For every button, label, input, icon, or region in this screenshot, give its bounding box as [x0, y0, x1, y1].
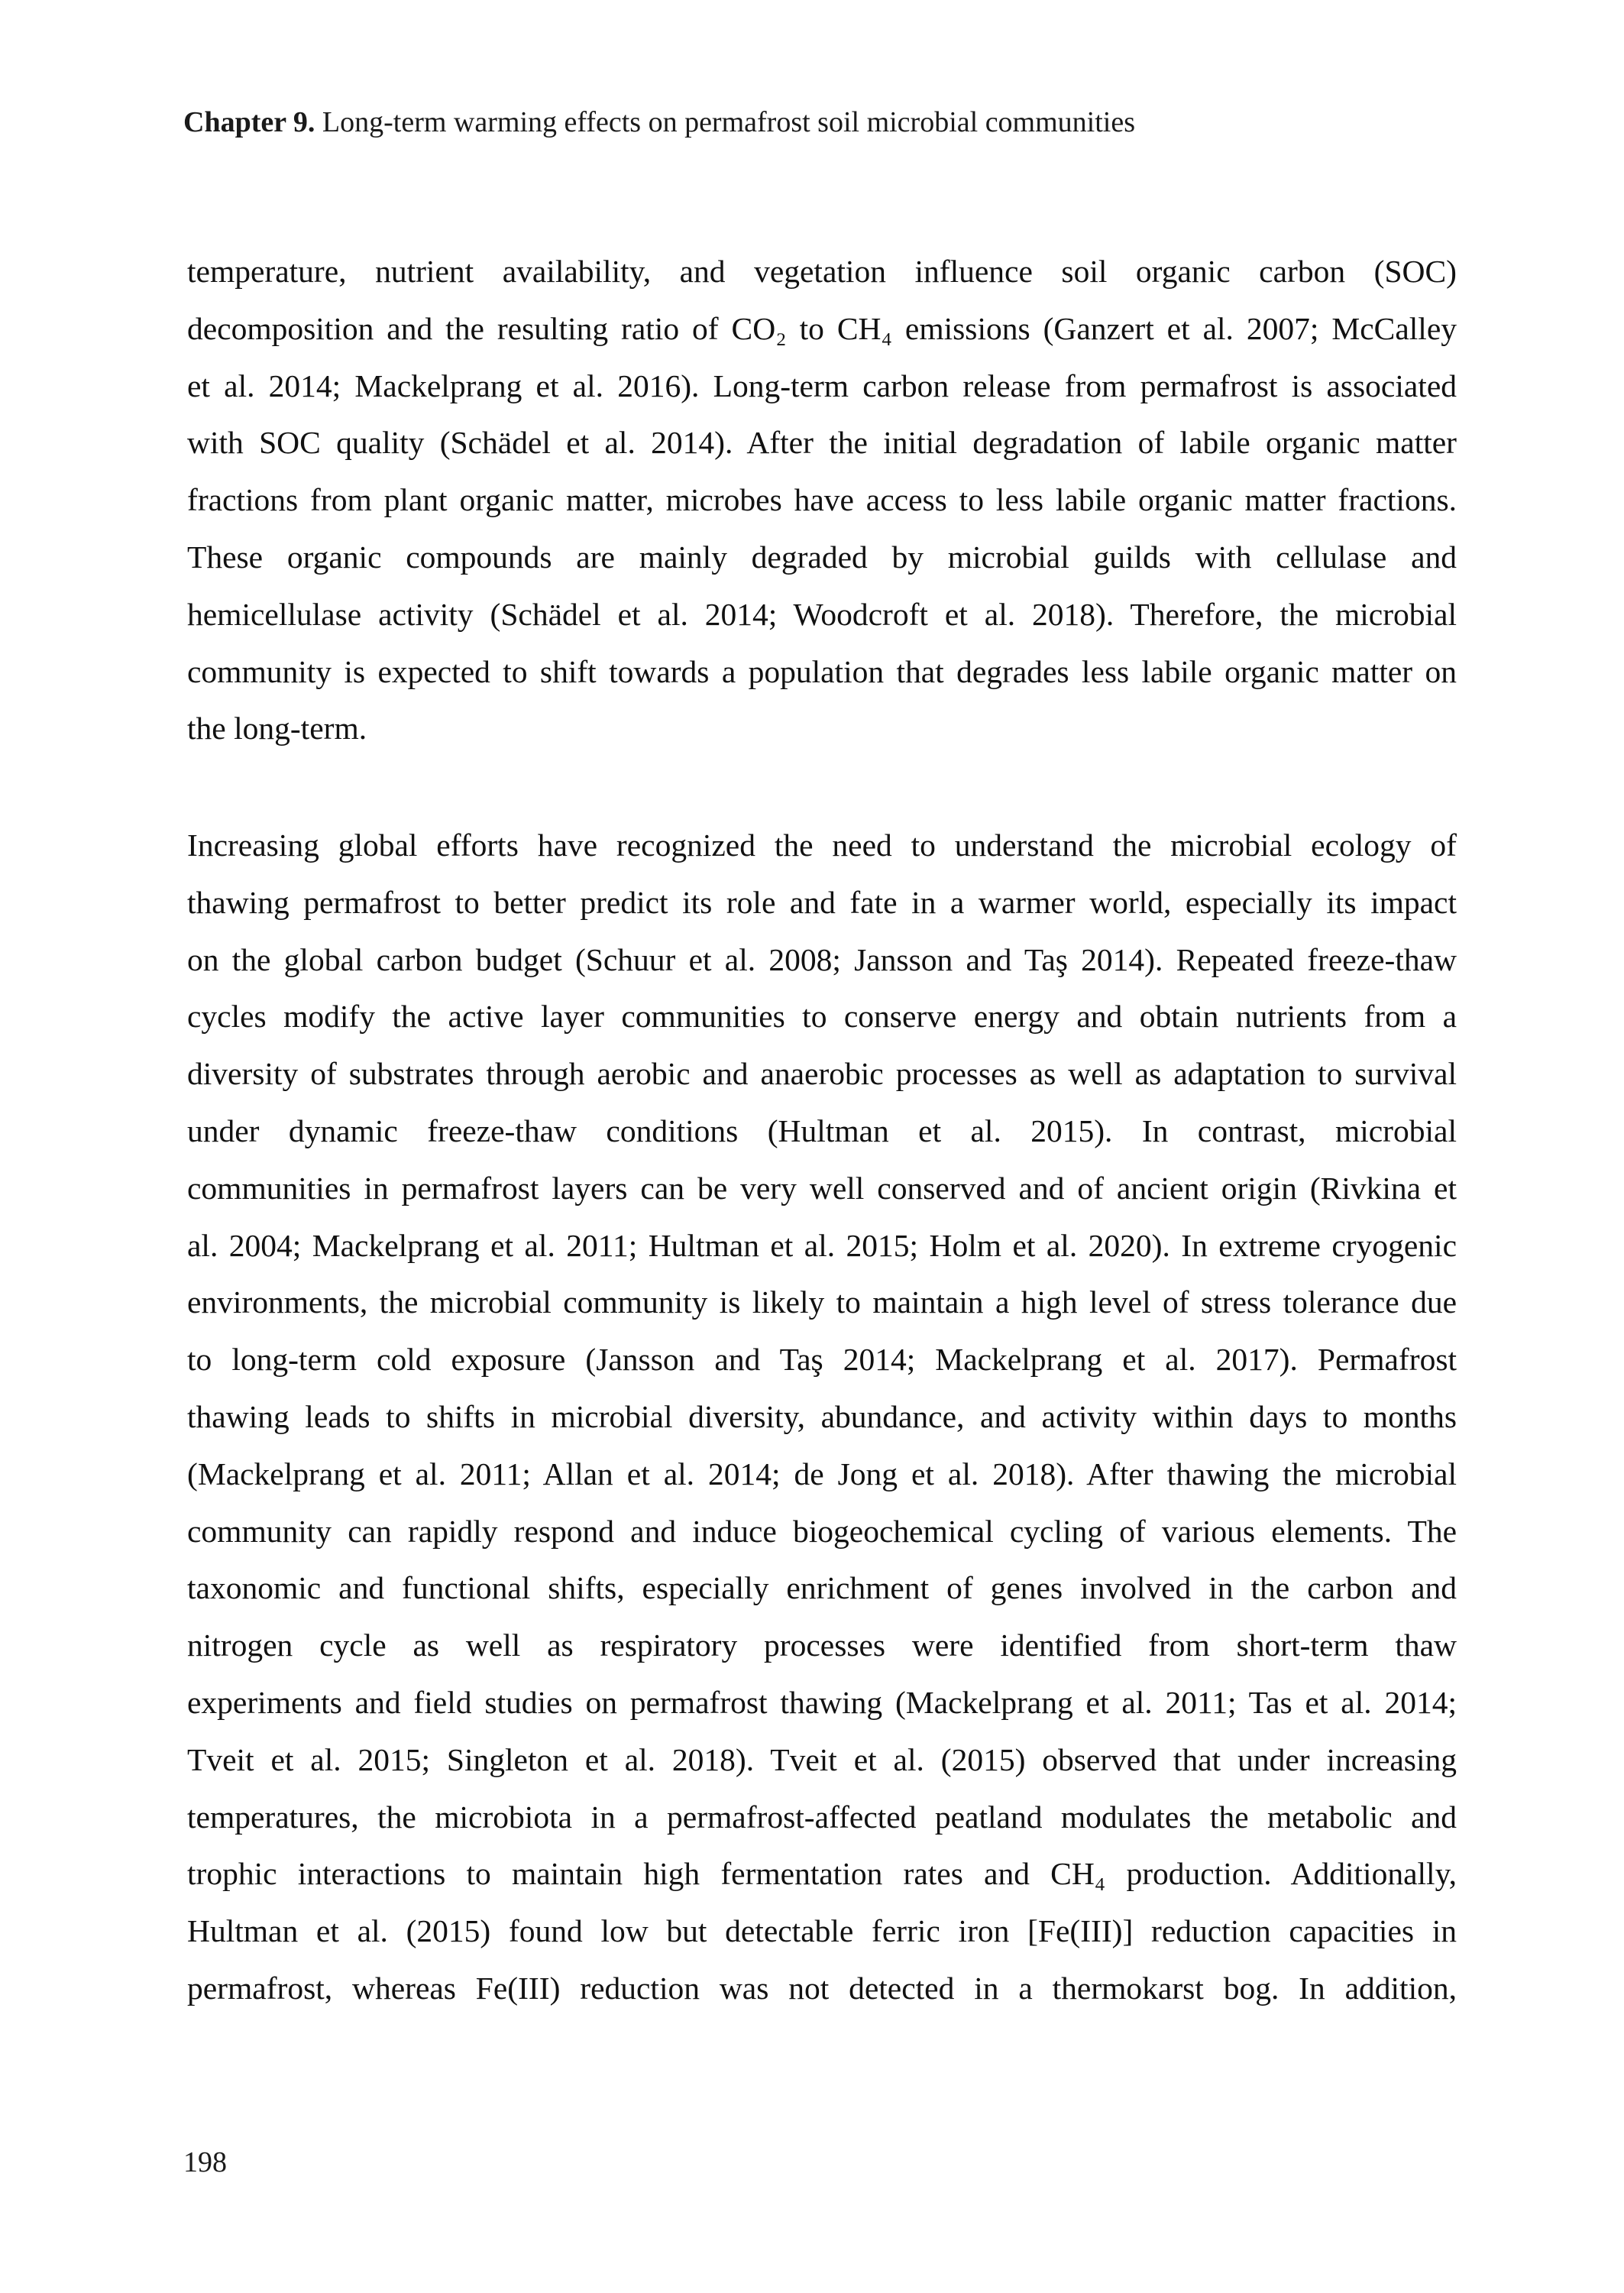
text-line: experiments and field studies on permafrost thawing (Mackelprang et al. 2011; Tas et al. 2014;	[187, 1684, 1457, 1720]
text-line: nitrogen cycle as well as respiratory processes were identified from short-term thaw	[187, 1627, 1457, 1663]
text-line: hemicellulase activity (Schädel et al. 2014; Woodcroft et al. 2018). Therefore, the microbial	[187, 596, 1457, 632]
text-line: Tveit et al. 2015; Singleton et al. 2018). Tveit et al. (2015) observed that under increasing	[187, 1741, 1457, 1777]
text-line: communities in permafrost layers can be very well conserved and of ancient origin (Rivkina et	[187, 1170, 1457, 1206]
text-line: taxonomic and functional shifts, especially enrichment of genes involved in the carbon and	[187, 1570, 1457, 1606]
text-line: Hultman et al. (2015) found low but detectable ferric iron [Fe(III)] reduction capacities in	[187, 1913, 1457, 1949]
text-line: environments, the microbial community is likely to maintain a high level of stress tolerance due	[187, 1284, 1457, 1320]
text-line: diversity of substrates through aerobic and anaerobic processes as well as adaptation to survival	[187, 1056, 1457, 1092]
text-line: on the global carbon budget (Schuur et al. 2008; Jansson and Taş 2014). Repeated freeze-thaw	[187, 941, 1457, 977]
text-line: decomposition and the resulting ratio of CO₂ to CH₄ emissions (Ganzert et al. 2007; McCalley	[187, 310, 1457, 346]
running-header	[183, 104, 1482, 141]
text-line: These organic compounds are mainly degraded by microbial guilds with cellulase and	[187, 539, 1457, 575]
text-line: temperature, nutrient availability, and vegetation influence soil organic carbon (SOC)	[187, 254, 1457, 289]
text-line: permafrost, whereas Fe(III) reduction was not detected in a thermokarst bog. In addition,	[187, 1970, 1457, 2006]
text-line: under dynamic freeze-thaw conditions (Hultman et al. 2015). In contrast, microbial	[187, 1112, 1457, 1148]
page-number: 198	[183, 2146, 227, 2178]
text-line: et al. 2014; Mackelprang et al. 2016). Long-term carbon release from permafrost is associated	[187, 368, 1457, 403]
chapter-label: Chapter 9.	[183, 106, 315, 138]
text-line: community is expected to shift towards a population that degrades less labile organic matter on	[187, 653, 1457, 689]
text-line: Increasing global efforts have recognized the need to understand the microbial ecology of	[187, 827, 1457, 863]
text-line: temperatures, the microbiota in a permafrost-affected peatland modulates the metabolic and	[187, 1799, 1457, 1835]
text-line: community can rapidly respond and induce biogeochemical cycling of various elements. The	[187, 1513, 1457, 1549]
text-line: to long-term cold exposure (Jansson and Taş 2014; Mackelprang et al. 2017). Permafrost	[187, 1342, 1457, 1378]
chapter-title: Long-term warming effects on permafrost soil microbial communities	[322, 106, 1135, 138]
text-line: thawing permafrost to better predict its role and fate in a warmer world, especially its impact	[187, 884, 1457, 920]
body-paragraph-2	[187, 817, 1457, 2017]
body-paragraph-1	[187, 243, 1457, 757]
text-line: the long-term.	[187, 711, 367, 747]
text-line: cycles modify the active layer communities to conserve energy and obtain nutrients from a	[187, 999, 1457, 1035]
text-line: with SOC quality (Schädel et al. 2014). After the initial degradation of labile organic matter	[187, 425, 1457, 461]
text-line: (Mackelprang et al. 2011; Allan et al. 2014; de Jong et al. 2018). After thawing the microbial	[187, 1456, 1457, 1491]
text-line: trophic interactions to maintain high fermentation rates and CH₄ production. Additionally,	[187, 1856, 1457, 1892]
text-line: thawing leads to shifts in microbial diversity, abundance, and activity within days to months	[187, 1398, 1457, 1434]
text-line: al. 2004; Mackelprang et al. 2011; Hultman et al. 2015; Holm et al. 2020). In extreme cryogenic	[187, 1227, 1457, 1263]
text-line: fractions from plant organic matter, microbes have access to less labile organic matter fractions.	[187, 482, 1457, 518]
